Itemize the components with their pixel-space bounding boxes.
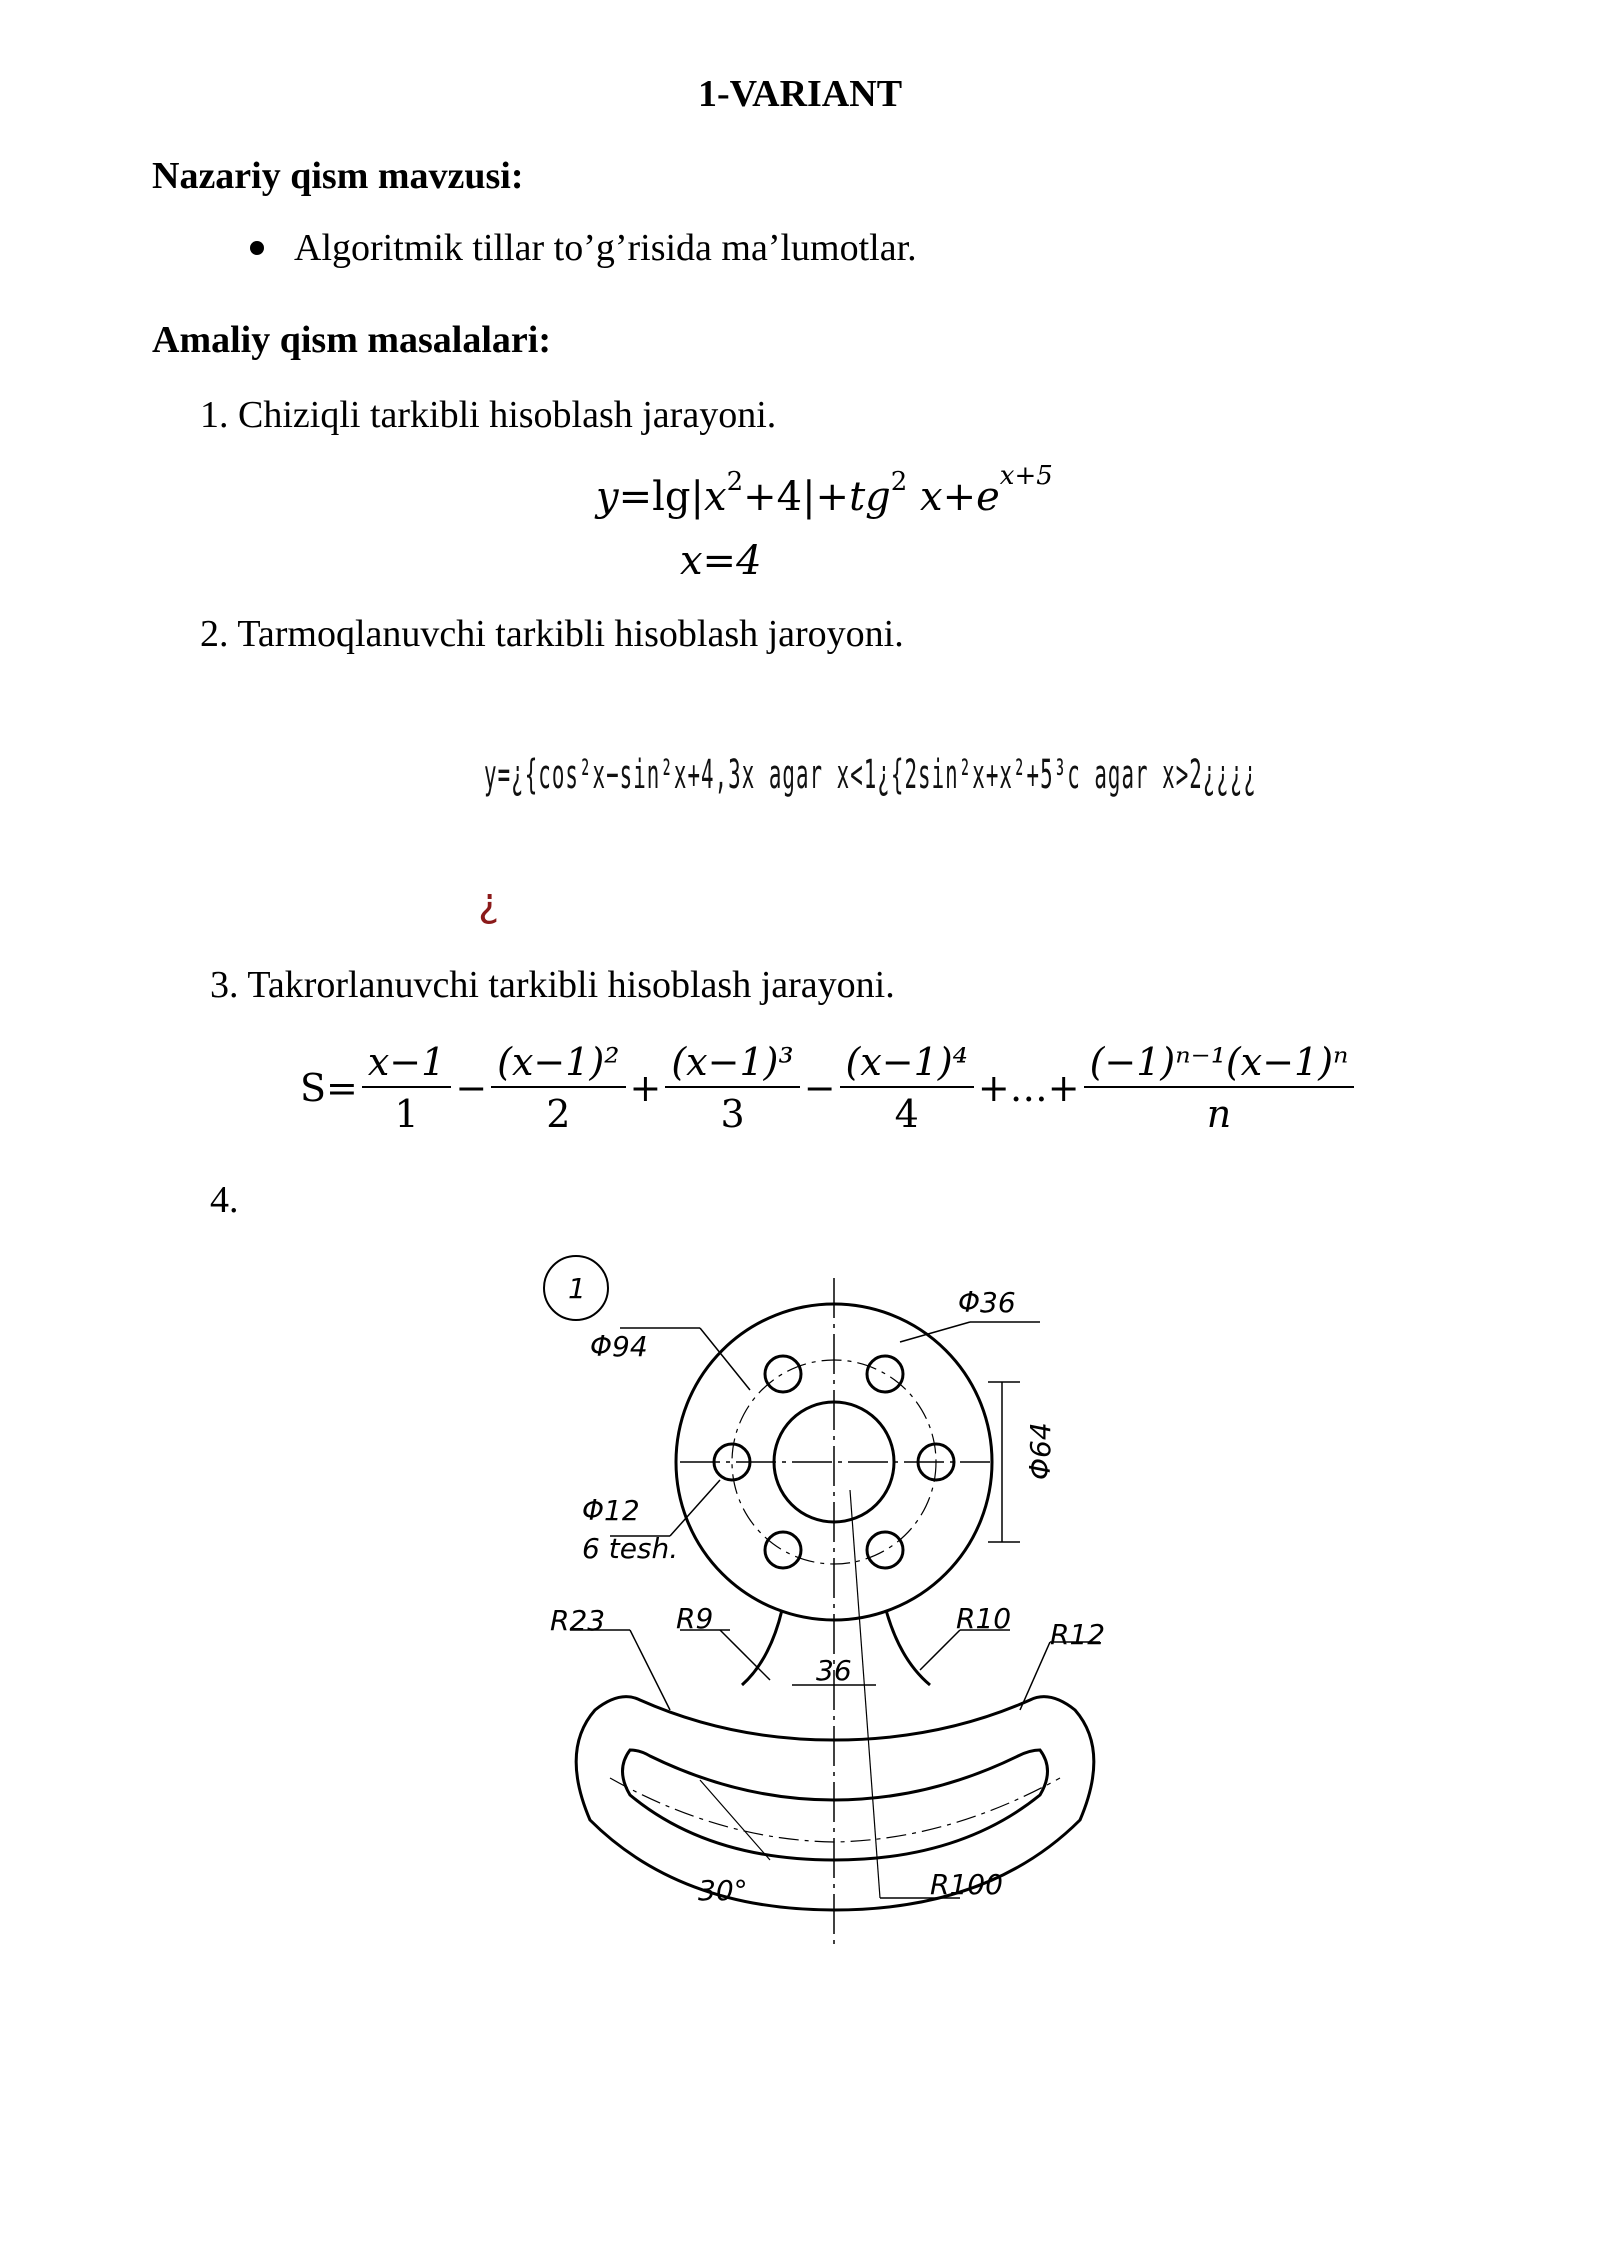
dim-label: 30°	[698, 1874, 748, 1907]
page-title: 1-VARIANT	[697, 73, 903, 115]
dim-label: R9	[676, 1602, 714, 1635]
dim-label: R23	[550, 1604, 606, 1637]
task2-label: 2. Tarmoqlanuvchi tarkibli hisoblash jaroyoni.	[200, 613, 904, 655]
dim-label: Φ36	[958, 1286, 1016, 1319]
dim-label: Φ64	[1024, 1422, 1057, 1480]
bullet-icon	[250, 241, 264, 255]
hole	[867, 1532, 903, 1568]
theory-list-item	[250, 226, 917, 270]
dim-label: 6 tesh.	[582, 1532, 679, 1565]
task3-label: 3. Takrorlanuvchi tarkibli hisoblash jarayoni.	[210, 964, 895, 1006]
task1-given: x=4	[680, 538, 762, 584]
hole	[765, 1532, 801, 1568]
series-term: $\frac{\text{(x−1)⁴}}{4}$	[840, 1040, 974, 1136]
task1-formula: $y=\lg|x^2+4|+tg^2$ $x+e^{x+5}$	[596, 461, 1053, 520]
series-term: $\frac{\text{(x−1)²}}{2}$	[491, 1040, 625, 1136]
task4-label: 4.	[210, 1179, 239, 1221]
dim-label: 36	[816, 1654, 852, 1687]
hole	[765, 1356, 801, 1392]
series-term: $\frac{x-1}{1}$	[362, 1040, 451, 1136]
task1-label: 1. Chiziqli tarkibli hisoblash jarayoni.	[200, 394, 777, 436]
practice-heading: Amaliy qism masalalari:	[152, 319, 551, 361]
dim-label: R100	[930, 1868, 1003, 1901]
dim-label: R12	[1050, 1618, 1106, 1651]
task3-series: S= $\frac{x-1}{1}$ − $\frac{\text{(x−1)²}}{2}$ + $\frac{\text{(x−1)³}}{3}$ − $\frac{\text{(x−1)⁴}}{4}$ +…+ $\frac{\text{(−1)ⁿ⁻¹(x−1)ⁿ}}{n}$	[298, 1040, 1356, 1136]
dim-label: R10	[956, 1602, 1012, 1635]
series-term: $\frac{\text{(x−1)³}}{3}$	[665, 1040, 799, 1136]
technical-drawing	[520, 1230, 1140, 1950]
task2-garbled-formula: y=¿{cos²x−sin²x+4,3x agar x<1¿{2sin²x+x²+5³c agar x>2¿¿¿¿	[484, 752, 1258, 798]
theory-heading: Nazariy qism mavzusi:	[152, 155, 524, 197]
dim-label: Φ12	[582, 1494, 640, 1527]
task2-garbled-mark: ¿	[478, 880, 500, 926]
theory-item-text: Algoritmik tillar to’g’risida ma’lumotlar.	[294, 227, 917, 269]
drawing-number: 1	[568, 1272, 586, 1305]
series-term: $\frac{\text{(−1)ⁿ⁻¹(x−1)ⁿ}}{n}$	[1084, 1040, 1355, 1136]
dim-label: Φ94	[590, 1330, 648, 1363]
